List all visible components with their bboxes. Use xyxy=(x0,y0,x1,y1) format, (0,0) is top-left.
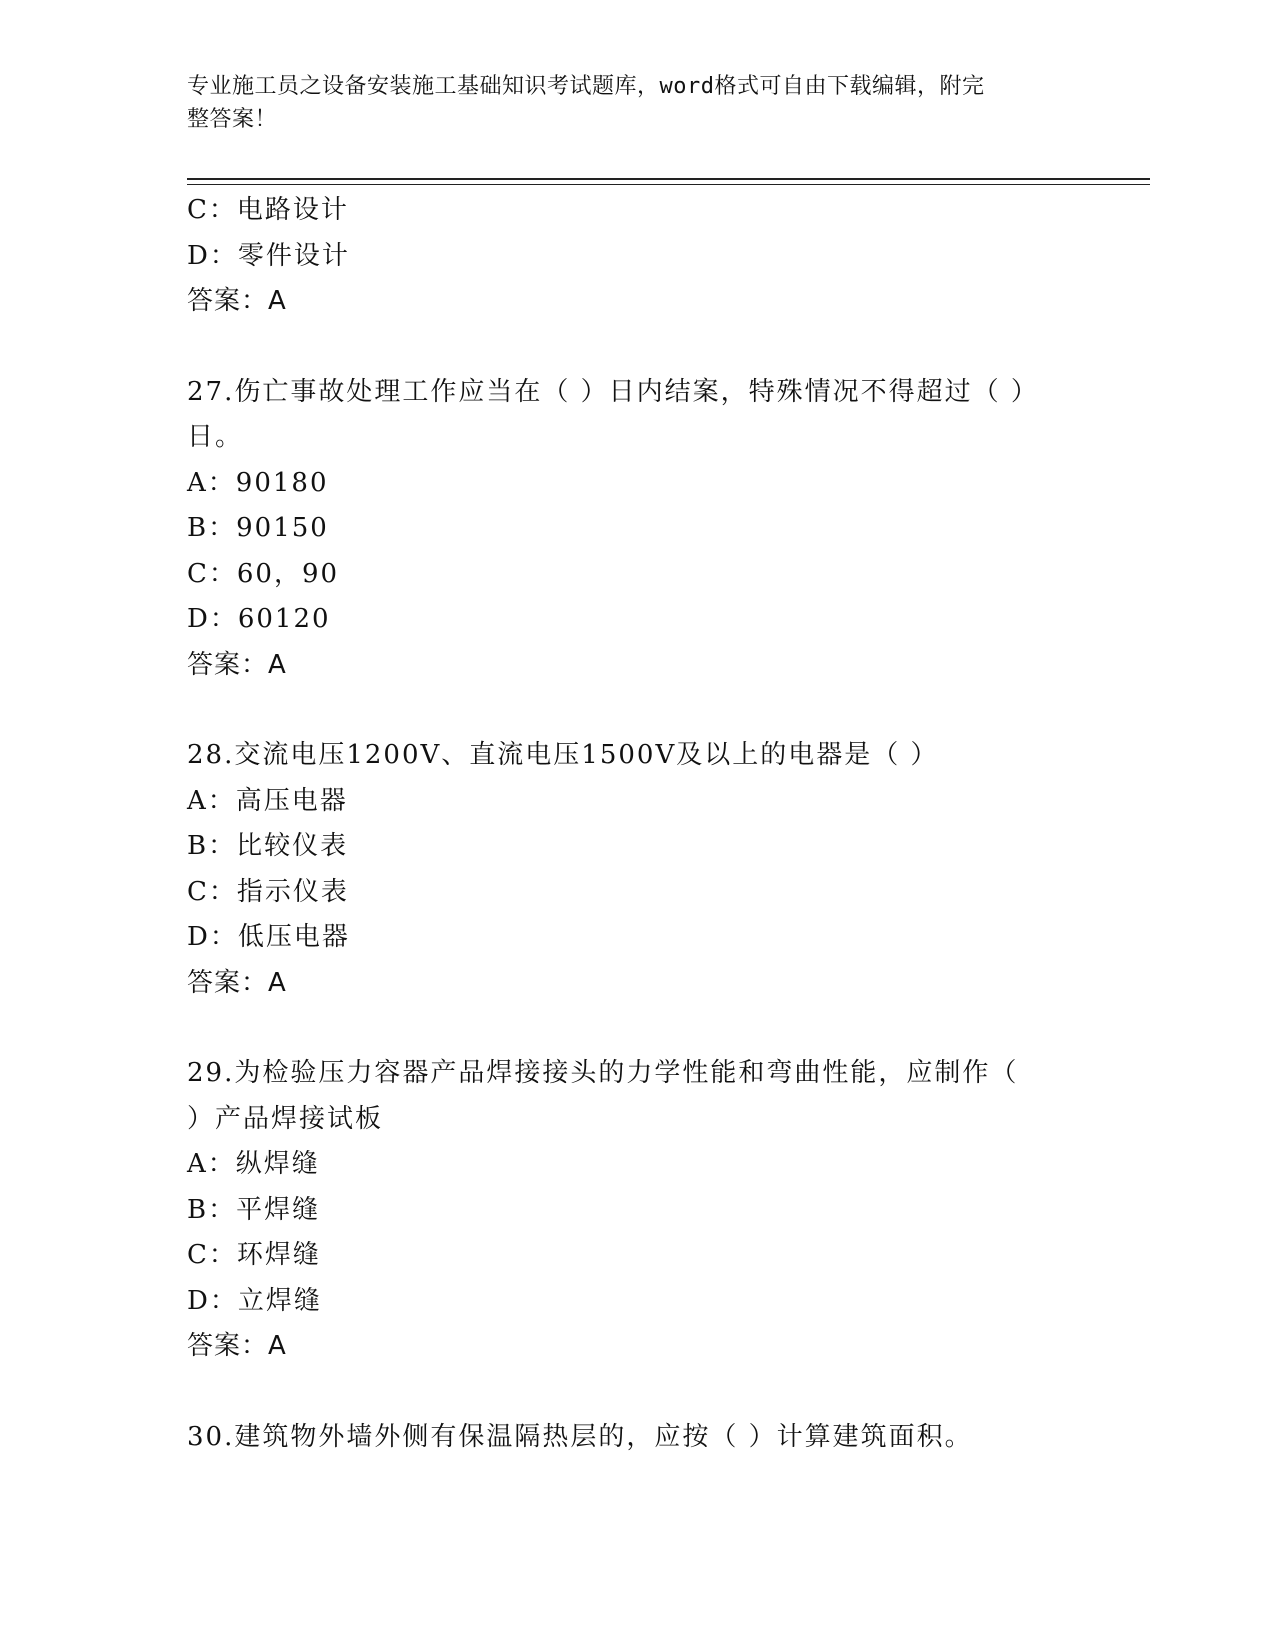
option-c: C：指示仪表 xyxy=(187,876,349,907)
header-title-line-2: 整答案！ xyxy=(187,107,278,132)
header-divider-thick xyxy=(187,178,1150,180)
question-stem: 29.为检验压力容器产品焊接接头的力学性能和弯曲性能，应制作（ xyxy=(187,1058,1019,1088)
option-c: C：环焊缝 xyxy=(187,1240,321,1270)
previous-question-tail xyxy=(187,188,1067,325)
question-28 xyxy=(187,733,1067,1006)
question-stem-continued: 日。 xyxy=(187,422,244,452)
question-stem: 27.伤亡事故处理工作应当在（ ）日内结案，特殊情况不得超过（ ） xyxy=(187,376,1039,407)
answer: 答案：A xyxy=(187,286,287,316)
header-title-line-1: 专业施工员之设备安装施工基础知识考试题库，word格式可自由下载编辑，附完 xyxy=(187,74,985,99)
option-a: A：90180 xyxy=(187,467,329,498)
option-d: D：低压电器 xyxy=(187,922,350,952)
question-27 xyxy=(187,370,1067,689)
question-stem: 30.建筑物外墙外侧有保温隔热层的，应按（ ）计算建筑面积。 xyxy=(187,1421,973,1452)
option-d: D：立焊缝 xyxy=(187,1285,322,1316)
option-c: C：60，90 xyxy=(187,558,340,589)
answer: 答案：A xyxy=(187,967,287,998)
answer: 答案：A xyxy=(187,649,287,680)
option-b: B：平焊缝 xyxy=(187,1194,321,1225)
option-d: D：60120 xyxy=(187,604,331,634)
option-b: B：比较仪表 xyxy=(187,831,349,861)
option-b: B：90150 xyxy=(187,513,329,543)
option-d: D：零件设计 xyxy=(187,240,350,271)
header-divider-thin xyxy=(187,184,1150,185)
answer: 答案：A xyxy=(187,1331,287,1361)
question-29 xyxy=(187,1051,1067,1370)
question-stem-continued: ）产品焊接试板 xyxy=(187,1103,384,1134)
document-header xyxy=(187,70,1067,136)
option-c: C：电路设计 xyxy=(187,195,349,225)
question-stem: 28.交流电压1200V、直流电压1500V及以上的电器是（ ） xyxy=(187,740,939,770)
question-30 xyxy=(187,1415,1067,1461)
option-a: A：高压电器 xyxy=(187,785,348,816)
option-a: A：纵焊缝 xyxy=(187,1149,320,1179)
question-list xyxy=(187,188,1067,1460)
